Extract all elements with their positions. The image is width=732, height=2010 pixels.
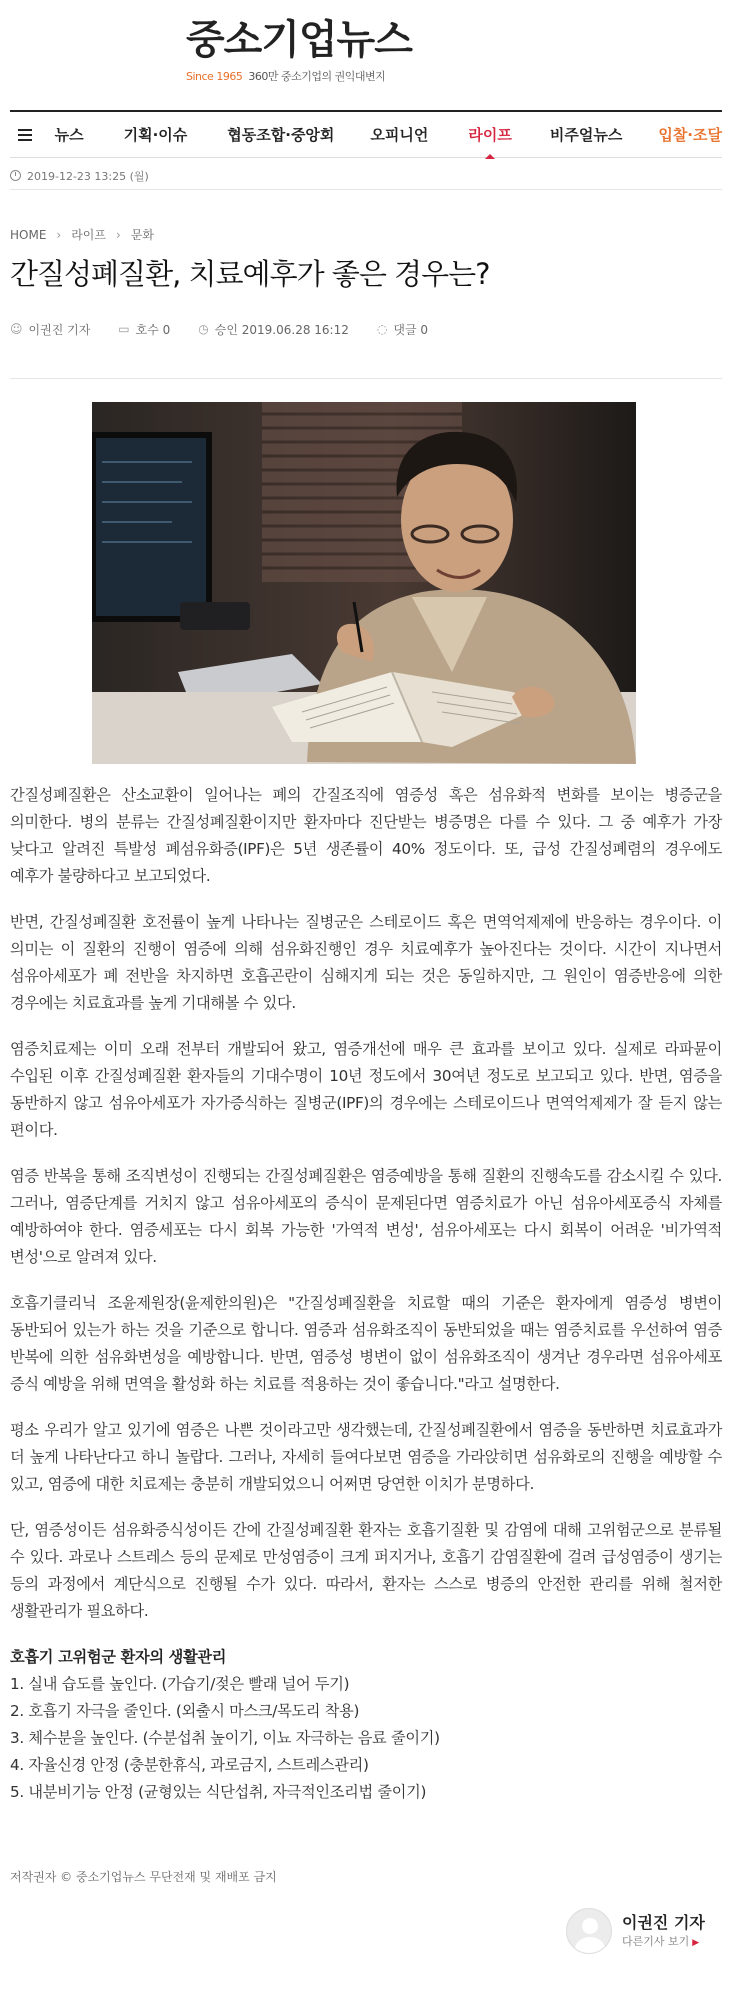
comment-icon: ◌	[376, 322, 388, 336]
article-paragraph: 간질성폐질환은 산소교환이 일어나는 폐의 간질조직에 염증성 혹은 섬유화적 변화를 보이는 병증군을 의미한다. 병의 분류는 간질성폐질환이지만 환자마다 진단받는 병증명은 다를 수 있다. 그 중 예후가 가장 낮다고 알려진 특발성 폐섬유화증(IPF)은 5년 생존률이 40% 정도이다. 또, 급성 간질성폐렴의 경우에도 예후가 불량하다고 보고되었다.	[10, 786, 722, 885]
reporter-text	[622, 1912, 705, 1951]
more-articles-label: 다른기사 보기	[622, 1934, 690, 1948]
article-paragraph: 염증 반복을 통해 조직변성이 진행되는 간질성폐질환은 염증예방을 통해 질환의 진행속도를 감소시킬 수 있다. 그러나, 염증단계를 거치지 않고 섬유아세포의 증식이 문제된다면 염증치료가 아닌 섬유아세포증식 자체를 예방하여야 한다. 염증세포는 다시 회복 가능한 '가역적 변성', 섬유아세포는 다시 회복이 어려운 '비가역적 변성'으로 알려져 있다.	[10, 1167, 722, 1266]
nav-item-bidding[interactable]: 입찰·조달	[658, 125, 722, 144]
article-photo-illustration	[92, 402, 636, 764]
article-body	[10, 782, 722, 1806]
list-item: 1. 실내 습도를 높인다. (가습기/젖은 빨래 널어 두기)	[10, 1675, 350, 1693]
approved-date: 승인 2019.06.28 16:12	[214, 322, 349, 337]
article-paragraph: 평소 우리가 알고 있기에 염증은 나쁜 것이라고만 생각했는데, 간질성폐질환에서 염증을 동반하면 치료효과가 더 높게 나타난다고 하니 놀랍다. 그러나, 자세히 들여다보면 염증을 가라앉히면 섬유화로의 진행을 예방할 수 있고, 염증에 대한 치료제는 충분히 개발되었으니 어쩌면 당연한 이치가 분명하다.	[10, 1421, 722, 1493]
article-photo	[92, 402, 636, 764]
date-bar	[10, 162, 722, 190]
monitor-icon: ▭	[118, 322, 130, 336]
reporter-box-name: 이권진 기자	[622, 1912, 705, 1932]
breadcrumb	[10, 226, 154, 243]
nav-item-visual[interactable]: 비주얼뉴스	[549, 125, 623, 144]
nav-item-planning[interactable]: 기획·이슈	[123, 125, 188, 144]
article-title: 간질성폐질환, 치료예후가 좋은 경우는?	[10, 257, 490, 291]
comment-count: 댓글 0	[393, 322, 428, 337]
clock-icon	[10, 170, 21, 181]
article-paragraph: 호흡기클리닉 조윤제원장(윤제한의원)은 "간질성폐질환을 치료할 때의 기준은 환자에게 염증성 병변이 동반되어 있는가 하는 것을 기준으로 합니다. 염증과 섬유화조직이 동반되었을 때는 염증치료를 우선하여 염증 반복에 의한 섬유화변성을 예방합니다. 반면, 염증성 병변이 없이 섬유화조직이 생겨난 경우라면 섬유아세포 증식 예방을 위해 면역을 활성화 하는 치료를 적용하는 것이 좋습니다."라고 설명한다.	[10, 1294, 722, 1393]
logo-since: Since 1965	[186, 70, 243, 83]
main-nav	[10, 112, 722, 158]
site-logo[interactable]	[186, 16, 446, 92]
nav-item-opinion[interactable]: 오피니언	[370, 125, 429, 144]
logo-tagline: 360만 중소기업의 권익대변지	[248, 70, 386, 83]
article-byline	[10, 316, 456, 342]
breadcrumb-life[interactable]: 라이프	[71, 228, 106, 242]
current-date: 2019-12-23 13:25 (월)	[27, 169, 149, 183]
article-paragraph: 염증치료제는 이미 오래 전부터 개발되어 왔고, 염증개선에 매우 큰 효과를 보이고 있다. 실제로 라파뮨이 수입된 이후 간질성폐질환 환자들의 기대수명이 10년 정도에서 30여년 정도로 보고되고 있다. 반면, 염증을 동반하지 않고 섬유아세포가 자가증식하는 질병군(IPF)의 경우에는 스테로이드나 면역억제제가 잘 듣지 않는 편이다.	[10, 1040, 722, 1139]
nav-item-cooperative[interactable]: 협동조합·중앙회	[227, 125, 335, 144]
article-paragraph: 반면, 간질성폐질환 호전률이 높게 나타나는 질병군은 스테로이드 혹은 면역억제제에 반응하는 경우이다. 이 의미는 이 질환의 진행이 염증에 의해 섬유화진행인 경우 치료예후가 높아진다는 것이다. 시간이 지나면서 섬유아세포가 폐 전반을 차지하면 호흡곤란이 심해지게 되는 것은 동일하지만, 그 원인이 염증반응에 의한 경우에는 치료효과를 높게 기대해볼 수 있다.	[10, 913, 722, 1012]
avatar-icon	[566, 1908, 612, 1954]
article-paragraph: 단, 염증성이든 섬유화증식성이든 간에 간질성폐질환 환자는 호흡기질환 및 감염에 대해 고위험군으로 분류될 수 있다. 과로나 스트레스 등의 문제로 만성염증이 크게 퍼지거나, 호흡기 감염질환에 걸려 급성염증이 생기는 등의 과정에서 계단식으로 진행될 수가 있다. 따라서, 환자는 스스로 병증의 안전한 관리를 위해 철저한 생활관리가 필요하다.	[10, 1521, 722, 1620]
byline-divider	[10, 378, 722, 379]
byline-reporter	[10, 321, 90, 338]
more-articles-link[interactable]	[622, 1934, 705, 1951]
breadcrumb-home[interactable]: HOME	[10, 227, 47, 242]
issue-number: 호수 0	[135, 322, 171, 337]
chevron-right-icon: ›	[116, 227, 121, 242]
menu-icon[interactable]	[10, 112, 41, 158]
nav-item-news[interactable]: 뉴스	[54, 125, 84, 144]
list-item: 5. 내분비기능 안정 (균형있는 식단섭취, 자극적인조리법 줄이기)	[10, 1783, 427, 1801]
reporter-box[interactable]	[566, 1904, 722, 1958]
list-item: 4. 자율신경 안정 (충분한휴식, 과로금지, 스트레스관리)	[10, 1756, 369, 1774]
byline-comments[interactable]	[377, 321, 428, 338]
person-icon: ☺	[10, 322, 23, 336]
copyright-notice: 저작권자 © 중소기업뉴스 무단전재 및 재배포 금지	[10, 1870, 277, 1884]
byline-approved	[198, 321, 349, 338]
logo-title: 중소기업뉴스	[186, 17, 412, 63]
list-title: 호흡기 고위험군 환자의 생활관리	[10, 1648, 227, 1666]
reporter-name: 이권진 기자	[28, 322, 91, 337]
clock-icon: ◷	[198, 322, 209, 336]
breadcrumb-culture[interactable]: 문화	[130, 228, 154, 242]
list-item: 3. 체수분을 높인다. (수분섭취 높이기, 이뇨 자극하는 음료 줄이기)	[10, 1729, 440, 1747]
nav-item-life[interactable]: 라이프	[468, 112, 511, 158]
list-item: 2. 호흡기 자극을 줄인다. (외출시 마스크/목도리 착용)	[10, 1702, 360, 1720]
caret-right-icon: ▶	[692, 1937, 700, 1948]
logo-subtitle	[186, 68, 446, 84]
byline-issue	[118, 321, 170, 338]
chevron-right-icon: ›	[56, 227, 62, 242]
